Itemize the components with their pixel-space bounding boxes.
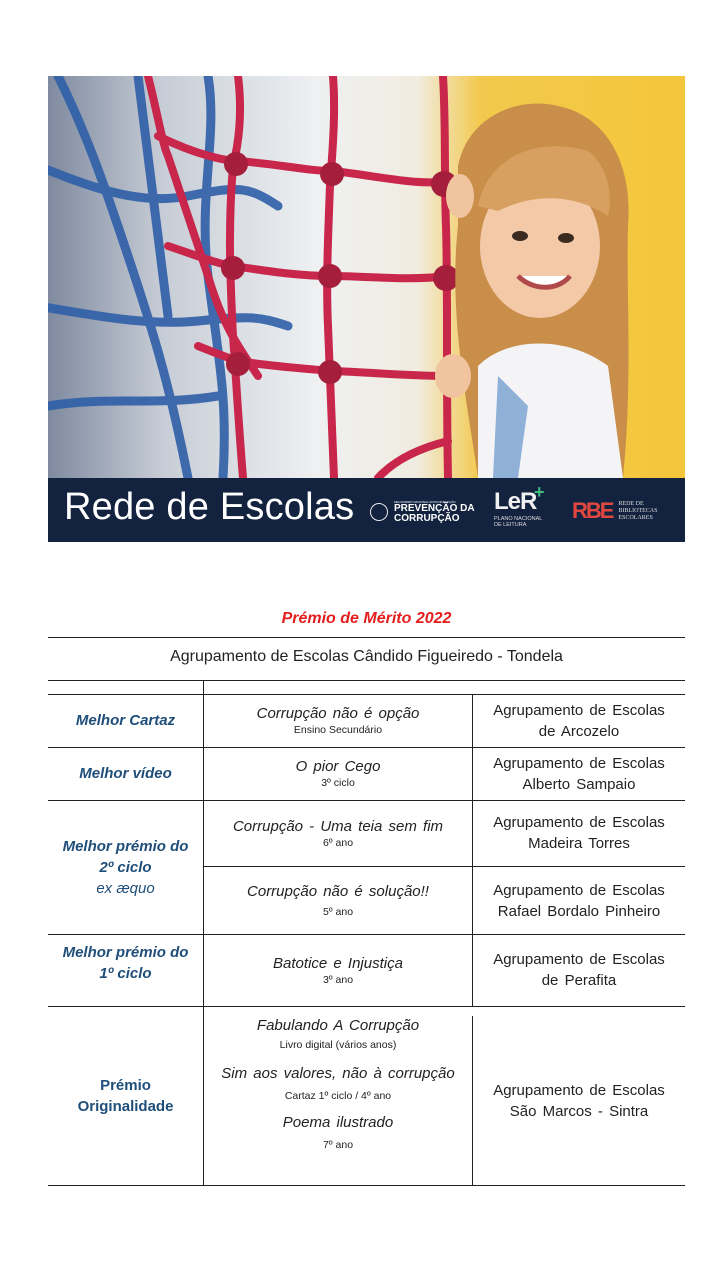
hero-photo (48, 76, 685, 478)
prevencao-corrupcao-logo (370, 500, 475, 524)
prevencao-line2: CORRUPÇÃO (394, 513, 460, 524)
table-row-school (473, 747, 685, 800)
work-level: Cartaz 1º ciclo / 4º ano (284, 1090, 392, 1102)
plus-icon: + (534, 482, 545, 502)
ler-word: LeR (494, 488, 537, 515)
table-row-school (473, 800, 685, 866)
table-row-school (473, 694, 685, 747)
school-line: de Arcozelo (538, 722, 620, 740)
prevencao-line1: PREVENÇÃO DA (394, 503, 475, 514)
category-label: Prémio (100, 1076, 151, 1094)
banner-title: Rede de Escolas (64, 486, 355, 528)
table-row-work (204, 934, 472, 1006)
table-row-category (48, 747, 203, 800)
ler-subtitle: PLANO NACIONAL DE LEITURA (494, 516, 543, 528)
prevencao-small: MECANISMO NACIONAL ANTICORRUPÇÃO (394, 500, 456, 504)
school-line: Agrupamento de Escolas (493, 701, 665, 719)
work-title: Corrupção - Uma teia sem fim (232, 817, 444, 835)
category-label: Melhor vídeo (79, 765, 172, 782)
work-title: Fabulando A Corrupção (256, 1017, 420, 1034)
work-level: 6º ano (322, 836, 354, 849)
organizer-name: Agrupamento de Escolas Cândido Figueiredo - Tondela (170, 648, 563, 665)
banner-band (48, 478, 685, 542)
rbe-line1: REDE DE (618, 500, 644, 507)
table-row-work (204, 1016, 472, 1176)
category-label: 2º ciclo (99, 858, 152, 876)
table-row-category (48, 800, 203, 934)
table-row-work (204, 694, 472, 747)
category-label: Originalidade (77, 1097, 174, 1115)
rbe-logo (572, 498, 657, 524)
table-row-school (473, 1016, 685, 1185)
table-row-school (473, 867, 685, 934)
work-level: 7º ano (322, 1139, 354, 1151)
table-row-category (48, 694, 203, 747)
category-label: 1º ciclo (99, 965, 152, 982)
work-level: Livro digital (vários anos) (279, 1039, 397, 1051)
work-level: Ensino Secundário (293, 724, 383, 736)
school-line: Agrupamento de Escolas (493, 1081, 665, 1099)
school-line: de Perafita (541, 972, 617, 989)
category-label: Melhor Cartaz (75, 712, 176, 729)
award-title: Prémio de Mérito 2022 (281, 610, 452, 627)
work-title: Corrupção não é opção (256, 705, 420, 722)
category-label: Melhor prémio do (62, 837, 189, 855)
work-title: Poema ilustrado (282, 1114, 394, 1131)
category-label: Melhor prémio do (62, 944, 189, 961)
table-row-category (48, 1006, 203, 1185)
work-title: Sim aos valores, não à corrupção (221, 1065, 455, 1082)
rule-top (48, 637, 685, 638)
school-line: Agrupamento de Escolas (493, 951, 665, 968)
rule (48, 680, 685, 681)
work-level: 3º ano (322, 973, 354, 986)
rule-bottom (48, 1185, 685, 1186)
ler-logo (494, 482, 546, 528)
table-row-work (204, 867, 472, 934)
work-title: Corrupção não é solução!! (247, 883, 429, 900)
school-line: Agrupamento de Escolas (493, 754, 665, 772)
category-note: ex æquo (96, 879, 155, 897)
table-row-school (473, 934, 685, 1006)
work-level: 3º ciclo (321, 777, 355, 789)
table-row-category (48, 934, 203, 1004)
school-line: Rafael Bordalo Pinheiro (497, 902, 661, 920)
rope-net-illustration (48, 76, 685, 478)
school-line: Agrupamento de Escolas (493, 814, 665, 831)
school-line: Alberto Sampaio (522, 775, 636, 793)
work-title: O pior Cego (295, 758, 381, 775)
work-title: Batotice e Injustiça (273, 954, 403, 972)
school-line: Agrupamento de Escolas (493, 881, 665, 899)
rbe-line2: BIBLIOTECAS (618, 507, 658, 514)
rbe-line3: ESCOLARES (618, 514, 653, 521)
school-line: Madeira Torres (528, 835, 630, 852)
table-row-work (204, 747, 472, 800)
school-line: São Marcos - Sintra (509, 1102, 649, 1120)
work-level: 5º ano (322, 906, 354, 918)
seal-icon (370, 503, 388, 521)
rbe-mark: RBE (572, 498, 613, 523)
table-row-work (204, 800, 472, 866)
